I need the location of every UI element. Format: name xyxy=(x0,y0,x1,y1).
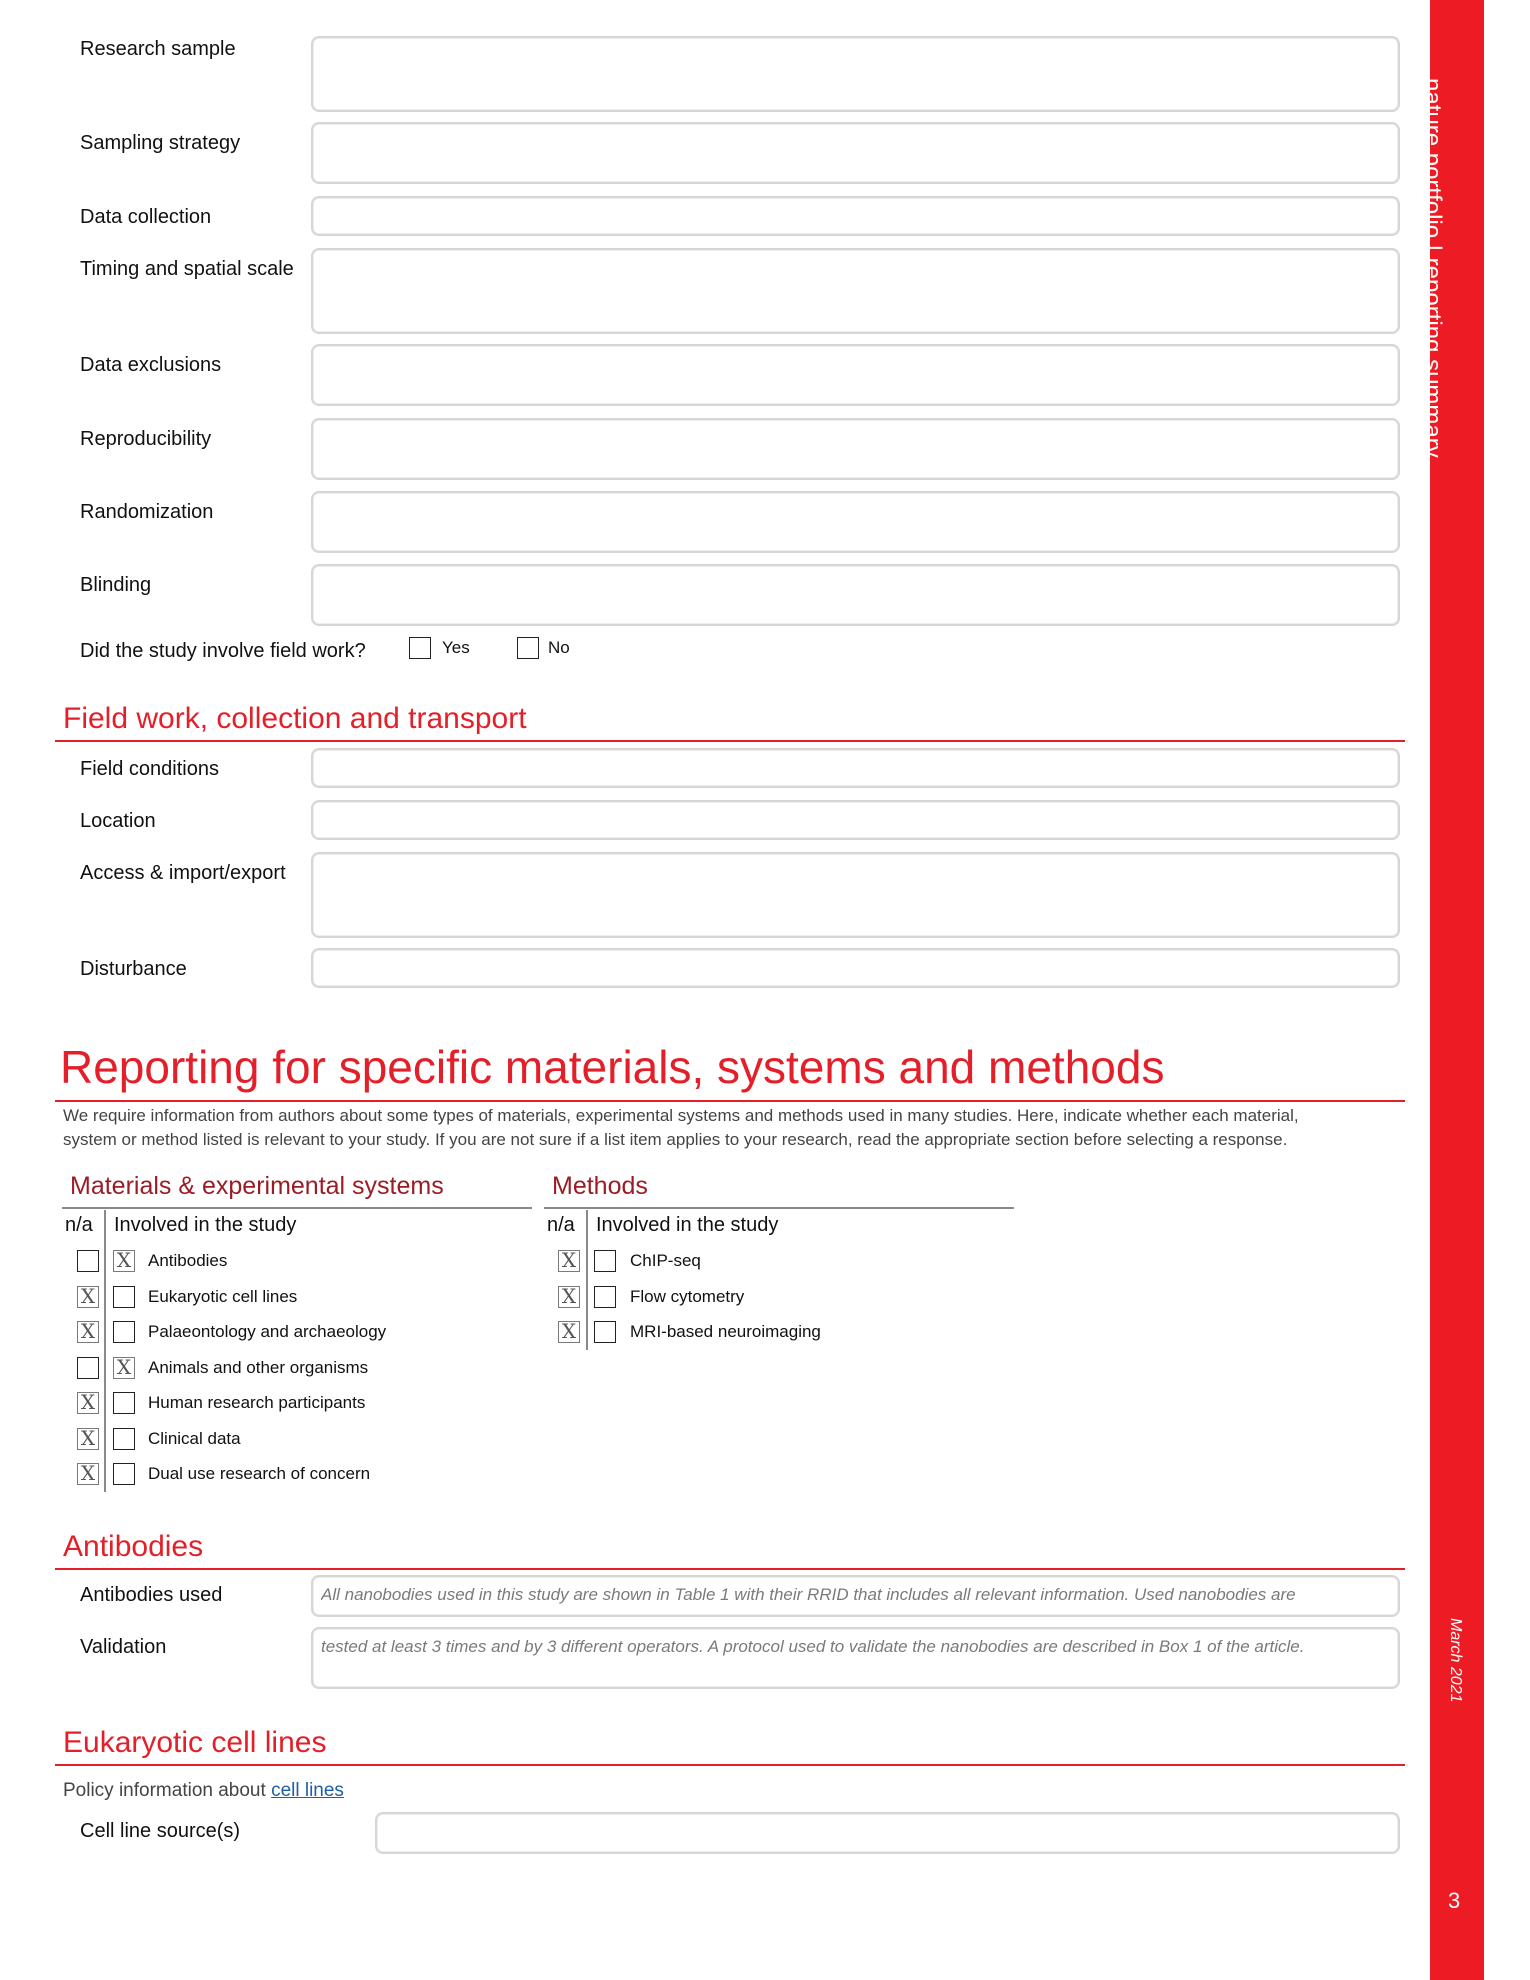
research-sample-label: Research sample xyxy=(80,38,236,60)
methods-na-checkbox[interactable]: X xyxy=(558,1321,580,1343)
materials-involved-checkbox[interactable] xyxy=(113,1463,135,1485)
cell-line-source-field[interactable] xyxy=(375,1812,1400,1854)
randomization-field[interactable] xyxy=(311,491,1400,553)
materials-na-checkbox[interactable]: X xyxy=(77,1286,99,1308)
data-exclusions-label: Data exclusions xyxy=(80,354,222,376)
blinding-label: Blinding xyxy=(80,574,152,596)
timing-spatial-scale-label: Timing and spatial scale xyxy=(80,258,294,280)
materials-involved-checkbox[interactable] xyxy=(113,1392,135,1414)
timing-spatial-scale-field[interactable] xyxy=(311,248,1400,334)
materials-na-header: n/a xyxy=(65,1214,93,1236)
antibodies-used-value: All nanobodies used in this study are shown in Table 1 with their RRID that includes all relevant information. Used nanobodies are xyxy=(321,1585,1296,1604)
materials-item-label: Antibodies xyxy=(148,1251,228,1270)
field-work-yes-checkbox[interactable] xyxy=(409,637,431,659)
sampling-strategy-label: Sampling strategy xyxy=(80,132,241,154)
methods-item-label: ChIP-seq xyxy=(630,1251,701,1270)
field-work-no-label: No xyxy=(548,638,570,657)
materials-item-label: Palaeontology and archaeology xyxy=(148,1322,387,1341)
materials-involved-checkbox[interactable] xyxy=(113,1286,135,1308)
page-number: 3 xyxy=(1448,1888,1461,1913)
materials-item-label: Human research participants xyxy=(148,1393,366,1412)
methods-involved-checkbox[interactable] xyxy=(594,1286,616,1308)
reporting-description: We require information from authors about some types of materials, experimental systems and methods used in many studies. Here, indicate whether each material, system or method listed is relevant to your study. If you are not sure if a list item applies to your research, read the appropriate section before selecting a response. xyxy=(63,1106,1299,1149)
materials-involved-checkbox[interactable]: X xyxy=(113,1357,135,1379)
materials-involved-checkbox[interactable]: X xyxy=(113,1250,135,1272)
materials-item-label: Eukaryotic cell lines xyxy=(148,1287,298,1306)
cell-lines-policy-link[interactable]: cell lines xyxy=(271,1780,344,1801)
field-work-yes-label: Yes xyxy=(442,638,470,657)
methods-title: Methods xyxy=(552,1172,648,1200)
methods-na-checkbox[interactable]: X xyxy=(558,1250,580,1272)
location-field[interactable] xyxy=(311,800,1400,840)
field-work-no-checkbox[interactable] xyxy=(517,637,539,659)
materials-na-checkbox[interactable]: X xyxy=(77,1428,99,1450)
sidebar-brand: nature portfolio | reporting summary xyxy=(1419,78,1446,458)
field-conditions-field[interactable] xyxy=(311,748,1400,788)
methods-na-checkbox[interactable]: X xyxy=(558,1286,580,1308)
reporting-title: Reporting for specific materials, systems and methods xyxy=(60,1041,1165,1093)
materials-na-checkbox[interactable] xyxy=(77,1357,99,1379)
cell-lines-title: Eukaryotic cell lines xyxy=(63,1726,327,1759)
research-sample-field[interactable] xyxy=(311,36,1400,112)
reproducibility-field[interactable] xyxy=(311,418,1400,480)
methods-rule xyxy=(544,1207,1014,1209)
access-import-export-field[interactable] xyxy=(311,852,1400,938)
methods-column-divider xyxy=(586,1210,588,1350)
methods-involved-header: Involved in the study xyxy=(596,1214,779,1236)
materials-item-label: Animals and other organisms xyxy=(148,1358,369,1377)
randomization-label: Randomization xyxy=(80,501,214,523)
disturbance-label: Disturbance xyxy=(80,958,187,980)
materials-title: Materials & experimental systems xyxy=(70,1172,444,1200)
cell-lines-rule xyxy=(55,1764,1405,1766)
antibodies-used-label: Antibodies used xyxy=(80,1584,223,1606)
materials-item-label: Clinical data xyxy=(148,1429,241,1448)
materials-involved-checkbox[interactable] xyxy=(113,1321,135,1343)
cell-lines-policy: Policy information about cell lines xyxy=(63,1780,344,1801)
disturbance-field[interactable] xyxy=(311,948,1400,988)
data-exclusions-field[interactable] xyxy=(311,344,1400,406)
field-work-section-rule xyxy=(55,740,1405,742)
field-work-section-title: Field work, collection and transport xyxy=(63,702,527,735)
materials-na-checkbox[interactable]: X xyxy=(77,1321,99,1343)
data-collection-label: Data collection xyxy=(80,206,212,228)
materials-column-divider xyxy=(104,1210,106,1492)
antibodies-rule xyxy=(55,1568,1405,1570)
materials-na-checkbox[interactable] xyxy=(77,1250,99,1272)
blinding-field[interactable] xyxy=(311,564,1400,626)
methods-item-label: Flow cytometry xyxy=(630,1287,745,1306)
reproducibility-label: Reproducibility xyxy=(80,428,212,450)
field-work-question: Did the study involve field work? xyxy=(80,640,366,662)
access-import-export-label: Access & import/export xyxy=(80,862,286,884)
validation-field[interactable] xyxy=(311,1627,1400,1689)
antibodies-used-field[interactable] xyxy=(311,1575,1400,1617)
materials-involved-header: Involved in the study xyxy=(114,1214,297,1236)
sampling-strategy-field[interactable] xyxy=(311,122,1400,184)
reporting-rule xyxy=(55,1100,1405,1102)
validation-label: Validation xyxy=(80,1636,167,1658)
materials-item-label: Dual use research of concern xyxy=(148,1464,371,1483)
methods-na-header: n/a xyxy=(547,1214,575,1236)
methods-involved-checkbox[interactable] xyxy=(594,1321,616,1343)
antibodies-title: Antibodies xyxy=(63,1530,204,1563)
data-collection-field[interactable] xyxy=(311,196,1400,236)
methods-involved-checkbox[interactable] xyxy=(594,1250,616,1272)
methods-item-label: MRI-based neuroimaging xyxy=(630,1322,821,1341)
sidebar-date: March 2021 xyxy=(1447,1618,1464,1703)
materials-na-checkbox[interactable]: X xyxy=(77,1463,99,1485)
location-label: Location xyxy=(80,810,156,832)
cell-line-source-label: Cell line source(s) xyxy=(80,1820,241,1842)
materials-rule xyxy=(62,1207,532,1209)
field-conditions-label: Field conditions xyxy=(80,758,219,780)
materials-na-checkbox[interactable]: X xyxy=(77,1392,99,1414)
validation-value: tested at least 3 times and by 3 different operators. A protocol used to validate the nanobodies are described in Box 1 of the article. xyxy=(321,1637,1305,1656)
materials-involved-checkbox[interactable] xyxy=(113,1428,135,1450)
